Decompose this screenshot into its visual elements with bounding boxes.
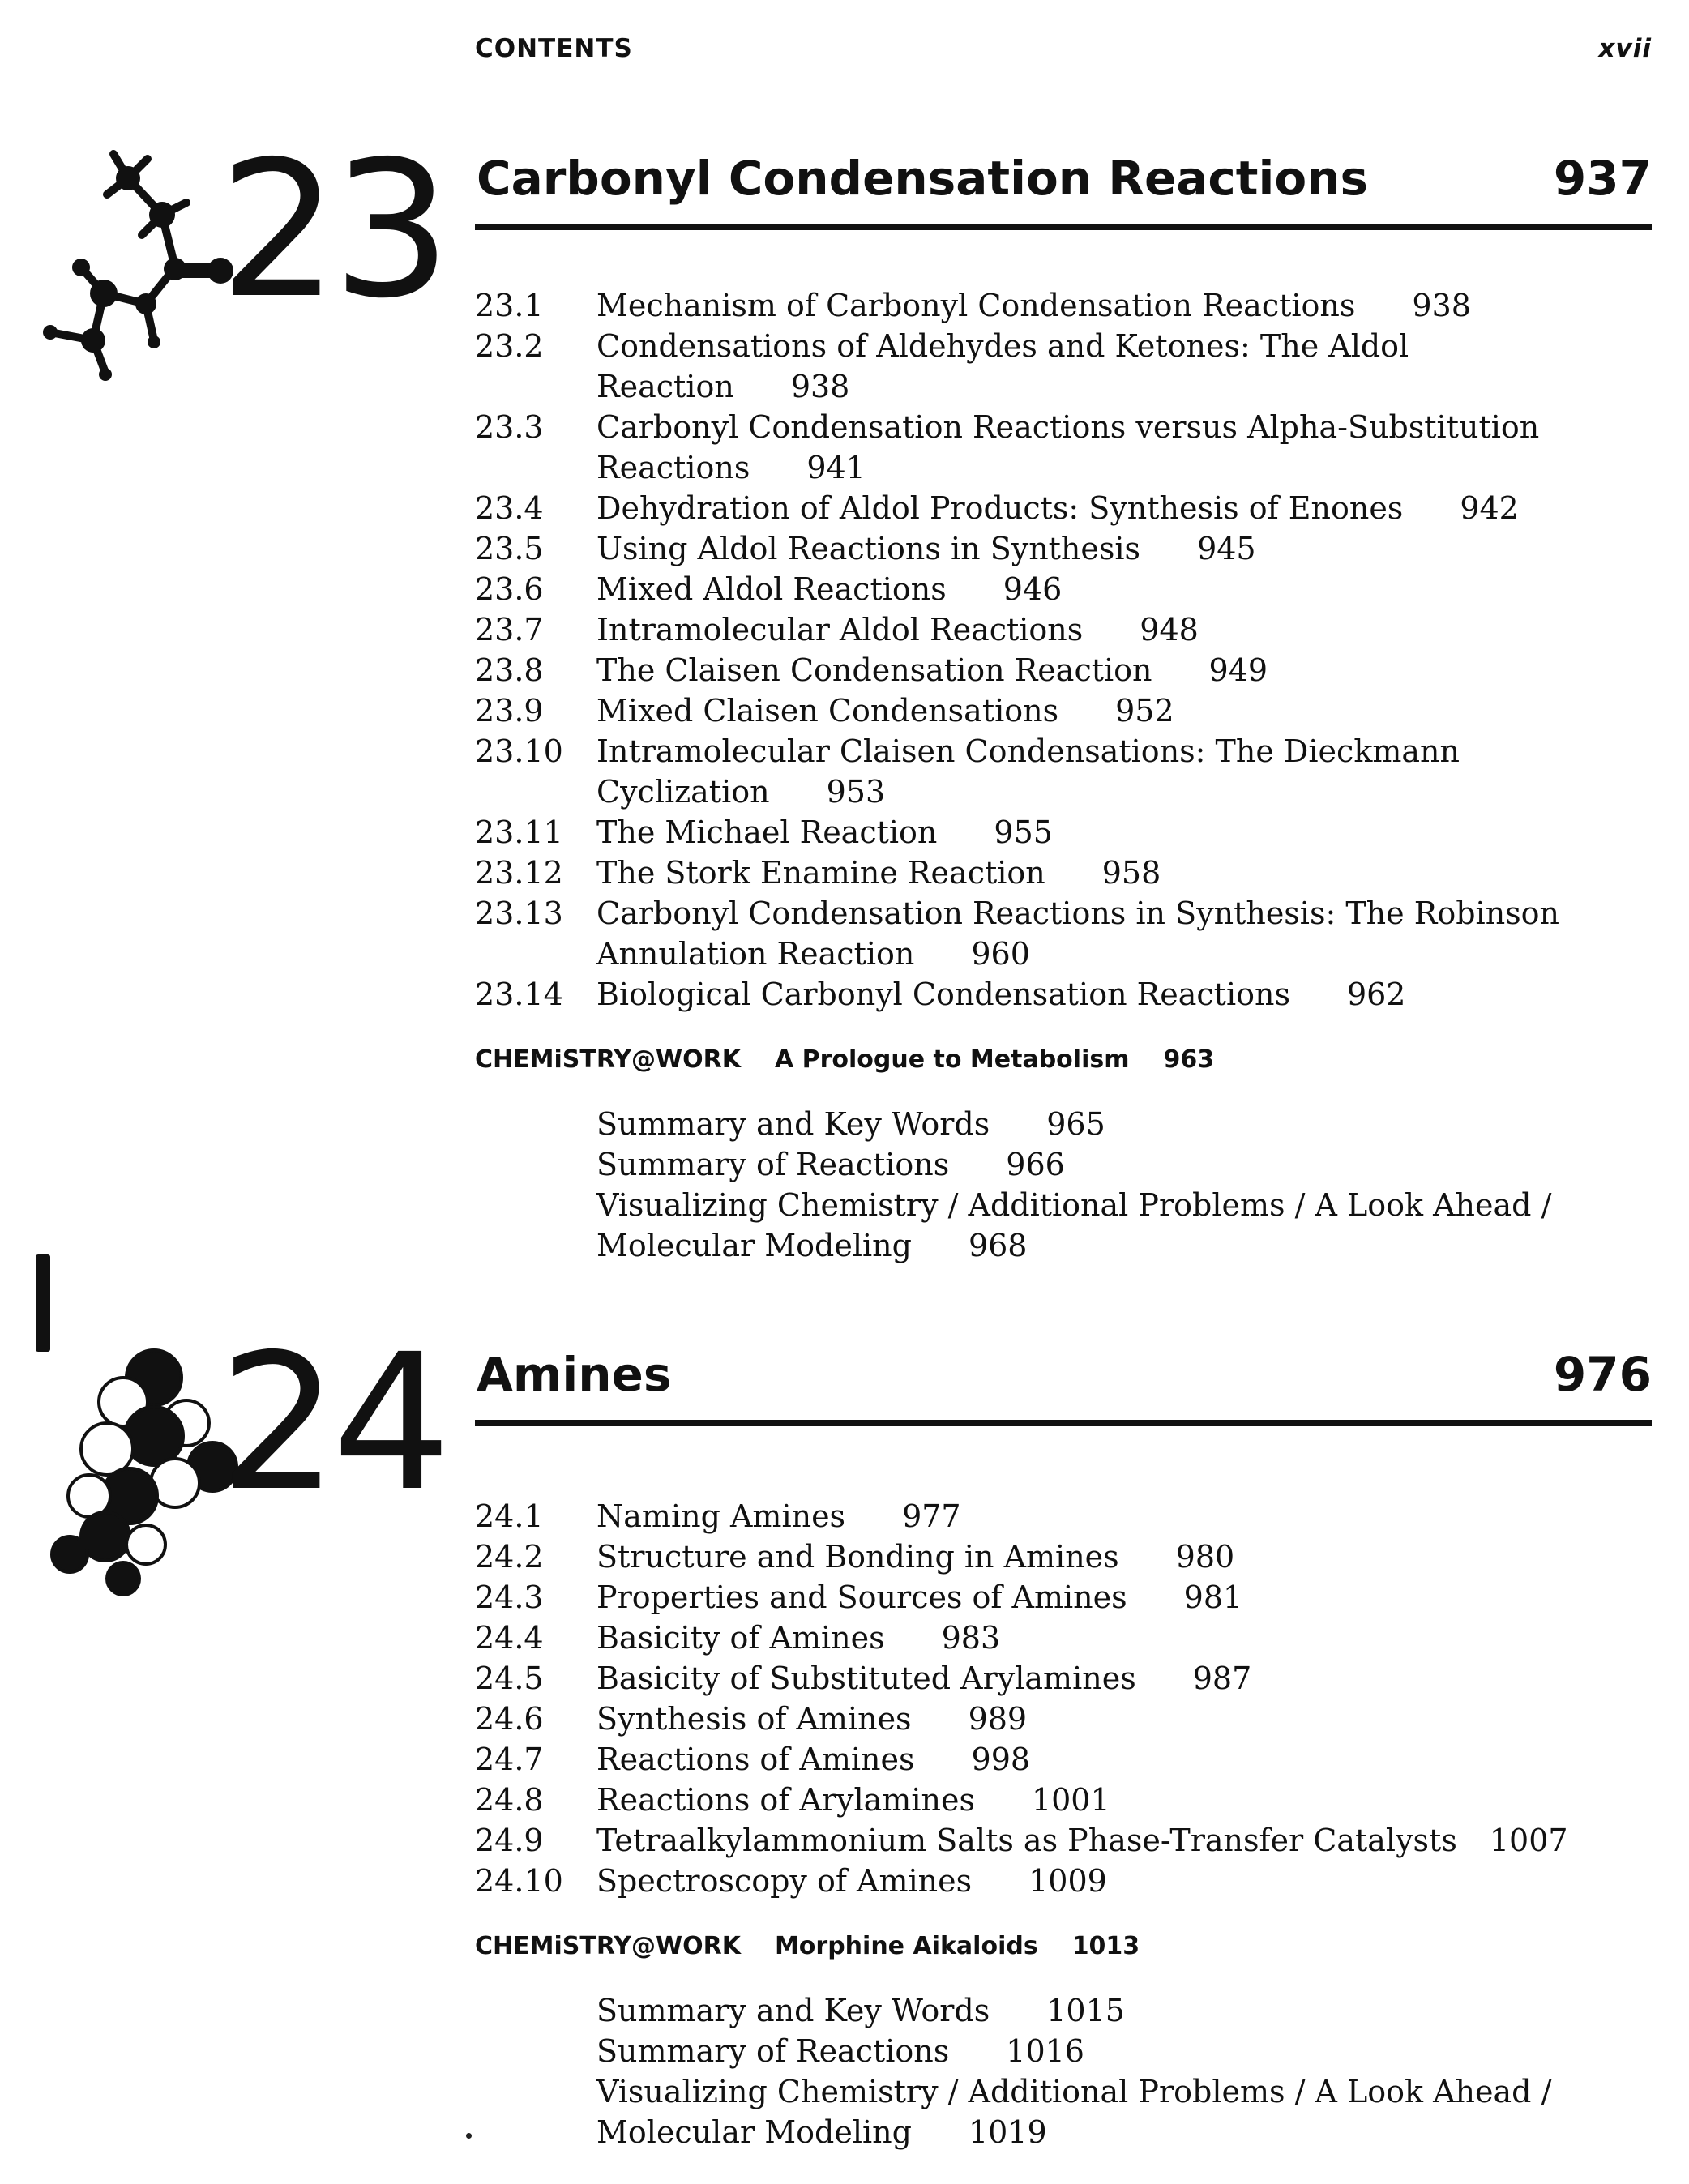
section-entry [475,690,1652,731]
section-page: 938 [790,369,850,404]
back-matter-title: Summary of Reactions [596,1147,950,1182]
section-page: 983 [941,1620,1001,1656]
section-title: Tetraalkylammonium Salts as Phase-Transfer Catalysts [596,1823,1457,1858]
section-entry [475,407,1652,488]
section-page: 958 [1101,855,1161,891]
section-page: 942 [1460,490,1519,526]
section-page: 962 [1346,977,1406,1012]
section-title: Basicity of Amines [596,1620,885,1656]
section-number: 23.7 [475,612,544,648]
back-matter-entry [596,2031,1652,2071]
section-page: 946 [1003,571,1063,607]
chemistry-at-work-page: 1013 [1071,1932,1140,1960]
chapter-page: 976 [1553,1347,1652,1402]
section-page: 955 [994,814,1053,850]
section-number: 23.1 [475,288,544,323]
section-page: 952 [1115,693,1174,729]
section-number: 23.5 [475,531,544,566]
section-entry [475,650,1652,690]
section-title: Condensations of Aldehydes and Ketones: The Aldol Reaction [596,328,1409,404]
section-entry [475,1577,1652,1618]
section-page: 938 [1412,288,1471,323]
section-title: Mixed Aldol Reactions [596,571,947,607]
section-number: 23.6 [475,571,544,607]
back-matter-title: Visualizing Chemistry / Additional Problems / A Look Ahead / Molecular Modeling [596,2074,1552,2150]
back-matter-page: 968 [968,1228,1028,1263]
section-page: 1009 [1028,1863,1107,1899]
section-page: 941 [806,450,866,485]
section-number: 23.14 [475,977,563,1012]
back-matter-list [596,1104,1652,1266]
section-page: 960 [971,936,1030,972]
chapter-title-row [475,1347,1652,1426]
section-entry [475,285,1652,326]
section-page: 953 [826,774,886,810]
section-title: The Michael Reaction [596,814,938,850]
section-title: Reactions of Arylamines [596,1782,975,1818]
chapter-title-row [475,151,1652,230]
section-title: Dehydration of Aldol Products: Synthesis of Enones [596,490,1404,526]
section-number: 23.10 [475,733,563,769]
section-number: 23.13 [475,895,563,931]
section-title: Biological Carbonyl Condensation Reactions [596,977,1290,1012]
section-title: Using Aldol Reactions in Synthesis [596,531,1141,566]
section-number: 24.10 [475,1863,563,1899]
section-entry [475,1536,1652,1577]
chemistry-at-work-page: 963 [1163,1045,1215,1074]
section-number: 23.9 [475,693,544,729]
chemistry-at-work-line [475,1932,1174,1960]
chapter-number: 24 [219,1314,446,1532]
section-number: 24.3 [475,1579,544,1615]
section-number: 24.6 [475,1701,544,1737]
section-entry [475,1496,1652,1536]
section-title: Reactions of Amines [596,1742,915,1777]
section-title: Carbonyl Condensation Reactions in Synthesis: The Robinson Annulation Reaction [596,895,1560,972]
section-entry [475,528,1652,569]
section-title: Carbonyl Condensation Reactions versus Alpha-Substitution Reactions [596,409,1540,485]
section-list [475,285,1652,1015]
section-page: 987 [1192,1660,1252,1696]
section-entry [475,1861,1652,1901]
section-title: The Stork Enamine Reaction [596,855,1045,891]
back-matter-entry [596,2071,1652,2152]
chemistry-at-work-title: Morphine Aikaloids [774,1932,1038,1960]
chapter-title: Carbonyl Condensation Reactions [477,151,1369,206]
chapter-number: 23 [219,121,446,340]
section-title: Properties and Sources of Amines [596,1579,1127,1615]
back-matter-list [596,1990,1652,2152]
section-entry [475,609,1652,650]
back-matter-entry [596,1185,1652,1266]
section-entry [475,812,1652,853]
section-number: 24.4 [475,1620,544,1656]
section-entry [475,326,1652,407]
back-matter-page: 965 [1046,1106,1105,1142]
space-filling-molecule-icon [32,1345,243,1605]
back-matter-page: 1019 [968,2114,1047,2150]
chapter-title: Amines [477,1347,672,1402]
back-matter-entry [596,1990,1652,2031]
section-page: 998 [971,1742,1031,1777]
section-page: 1001 [1031,1782,1110,1818]
section-entry [475,893,1652,974]
section-number: 24.7 [475,1742,544,1777]
back-matter-title: Summary and Key Words [596,1993,990,2028]
section-number: 24.5 [475,1660,544,1696]
stray-mark [466,2133,472,2139]
section-page: 980 [1175,1539,1235,1575]
section-number: 24.8 [475,1782,544,1818]
section-title: Mixed Claisen Condensations [596,693,1059,729]
section-page: 977 [902,1498,961,1534]
section-entry [475,1699,1652,1739]
back-matter-page: 966 [1006,1147,1065,1182]
section-number: 24.2 [475,1539,544,1575]
section-page: 949 [1208,652,1268,688]
section-number: 24.9 [475,1823,544,1858]
back-matter-title: Summary of Reactions [596,2033,950,2069]
section-number: 23.8 [475,652,544,688]
margin-marker [36,1254,50,1352]
section-page: 989 [968,1701,1028,1737]
section-title: Structure and Bonding in Amines [596,1539,1119,1575]
section-number: 23.12 [475,855,563,891]
section-entry [475,1820,1652,1861]
section-number: 23.11 [475,814,563,850]
section-entry [475,488,1652,528]
section-entry [475,974,1652,1015]
section-title: Basicity of Substituted Arylamines [596,1660,1136,1696]
section-entry [475,1618,1652,1658]
section-title: Intramolecular Claisen Condensations: The Dieckmann Cyclization [596,733,1460,810]
section-entry [475,1658,1652,1699]
section-title: Intramolecular Aldol Reactions [596,612,1084,648]
section-title: The Claisen Condensation Reaction [596,652,1152,688]
chemistry-at-work-label: CHEMiSTRY@WORK [475,1932,741,1960]
section-number: 23.2 [475,328,544,364]
section-entry [475,1780,1652,1820]
section-entry [475,853,1652,893]
section-title: Naming Amines [596,1498,846,1534]
section-page: 948 [1140,612,1199,648]
section-list [475,1496,1652,1901]
section-page: 945 [1197,531,1256,566]
header-page-number: xvii [1598,34,1652,63]
section-title: Synthesis of Amines [596,1701,912,1737]
back-matter-title: Summary and Key Words [596,1106,990,1142]
back-matter-page: 1016 [1006,2033,1084,2069]
back-matter-entry [596,1104,1652,1144]
back-matter-entry [596,1144,1652,1185]
section-number: 23.4 [475,490,544,526]
section-title: Mechanism of Carbonyl Condensation Reactions [596,288,1356,323]
back-matter-page: 1015 [1046,1993,1125,2028]
back-matter-title: Visualizing Chemistry / Additional Problems / A Look Ahead / Molecular Modeling [596,1187,1552,1263]
running-header [475,34,1652,70]
ball-and-stick-molecule-icon [32,146,243,405]
chemistry-at-work-label: CHEMiSTRY@WORK [475,1045,741,1074]
chemistry-at-work-line [475,1045,1248,1074]
section-entry [475,569,1652,609]
section-page: 981 [1183,1579,1243,1615]
section-title: Spectroscopy of Amines [596,1863,973,1899]
chapter-page: 937 [1553,151,1652,206]
section-entry [475,731,1652,812]
section-entry [475,1739,1652,1780]
section-number: 24.1 [475,1498,544,1534]
chemistry-at-work-title: A Prologue to Metabolism [774,1045,1130,1074]
section-page: 1007 [1489,1823,1568,1858]
header-contents-label: CONTENTS [475,34,633,63]
section-number: 23.3 [475,409,544,445]
